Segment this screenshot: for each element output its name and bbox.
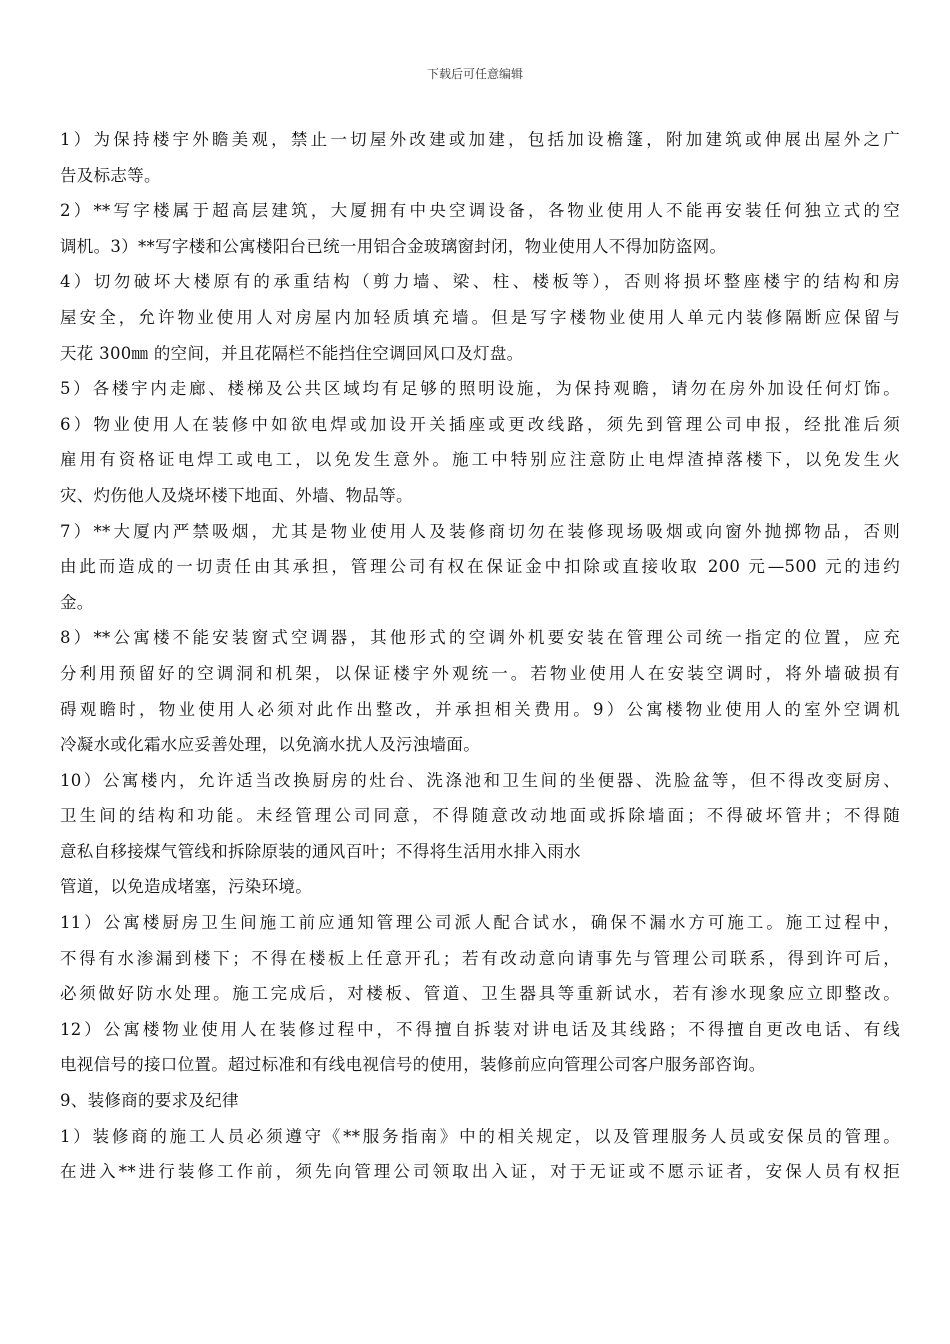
text-line: 在进入**进行装修工作前，须先向管理公司领取出入证，对于无证或不愿示证者，安保人员有权拒 xyxy=(60,1162,900,1182)
document-body xyxy=(60,122,900,1190)
text-line: 2）**写字楼属于超高层建筑，大厦拥有中央空调设备，各物业使用人不能再安装任何独立式的空 xyxy=(60,201,900,221)
text-line: 由此而造成的一切责任由其承担，管理公司有权在保证金中扣除或直接收取 200 元—500 元的违约 xyxy=(60,557,900,577)
text-line: 1）装修商的施工人员必须遵守《**服务指南》中的相关规定，以及管理服务人员或安保员的管理。 xyxy=(60,1126,900,1146)
text-line: 灾、灼伤他人及烧坏楼下地面、外墙、物品等。 xyxy=(60,485,413,505)
text-line: 9、装修商的要求及纪律 xyxy=(60,1091,239,1111)
text-line: 雇用有资格证电焊工或电工，以免发生意外。施工中特别应注意防止电焊渣掉落楼下，以免发生火 xyxy=(60,450,900,470)
text-line: 冷凝水或化霜水应妥善处理，以免滴水扰人及污浊墙面。 xyxy=(60,735,480,755)
text-line: 分利用预留好的空调洞和机架，以保证楼宇外观统一。若物业使用人在安装空调时，将外墙破损有 xyxy=(60,663,900,683)
text-line: 屋安全，允许物业使用人对房屋内加轻质填充墙。但是写字楼物业使用人单元内装修隔断应保留与 xyxy=(60,307,900,327)
text-line: 7）**大厦内严禁吸烟，尤其是物业使用人及装修商切勿在装修现场吸烟或向窗外抛掷物品，否则 xyxy=(60,521,900,541)
page-header: 下载后可任意编辑 xyxy=(426,67,523,81)
text-line: 1）为保持楼宇外瞻美观，禁止一切屋外改建或加建，包括加设檐篷，附加建筑或伸展出屋外之广 xyxy=(60,130,900,149)
text-line: 4）切勿破坏大楼原有的承重结构（剪力墙、梁、柱、楼板等），否则将损坏整座楼宇的结构和房 xyxy=(60,272,900,292)
text-line: 必须做好防水处理。施工完成后，对楼板、管道、卫生器具等重新试水，若有渗水现象应立即整改。 xyxy=(60,984,900,1004)
text-line: 卫生间的结构和功能。未经管理公司同意，不得随意改动地面或拆除墙面；不得破坏管井；不得随 xyxy=(60,806,900,826)
text-line: 10）公寓楼内，允许适当改换厨房的灶台、洗涤池和卫生间的坐便器、洗脸盆等，但不得改变厨房、 xyxy=(60,770,900,790)
text-line: 告及标志等。 xyxy=(60,165,161,185)
text-line: 调机。3）**写字楼和公寓楼阳台已统一用铝合金玻璃窗封闭，物业使用人不得加防盗网。 xyxy=(60,236,727,256)
text-line: 电视信号的接口位置。超过标准和有线电视信号的使用，装修前应向管理公司客户服务部咨询。 xyxy=(60,1055,766,1075)
text-line: 意私自移接煤气管线和拆除原装的通风百叶；不得将生活用水排入雨水 xyxy=(60,841,581,861)
text-line: 金。 xyxy=(60,592,94,612)
text-line: 8）**公寓楼不能安装窗式空调器，其他形式的空调外机要安装在管理公司统一指定的位置，应充 xyxy=(60,628,900,648)
text-line: 天花 300㎜ 的空间，并且花隔栏不能挡住空调回风口及灯盘。 xyxy=(60,343,524,363)
text-line: 5）各楼宇内走廊、楼梯及公共区域均有足够的照明设施，为保持观瞻，请勿在房外加设任何灯饰。 xyxy=(60,379,900,399)
text-line: 碍观瞻时，物业使用人必须对此作出整改，并承担相关费用。9）公寓楼物业使用人的室外空调机 xyxy=(60,699,900,719)
text-line: 12）公寓楼物业使用人在装修过程中，不得擅自拆装对讲电话及其线路；不得擅自更改电话、有线 xyxy=(60,1019,900,1039)
text-line: 管道，以免造成堵塞，污染环境。 xyxy=(60,877,312,897)
text-line: 不得有水渗漏到楼下；不得在楼板上任意开孔；若有改动意向请事先与管理公司联系，得到许可后， xyxy=(60,948,900,968)
text-line: 6）物业使用人在装修中如欲电焊或加设开关插座或更改线路，须先到管理公司申报，经批准后须 xyxy=(60,414,900,434)
text-line: 11）公寓楼厨房卫生间施工前应通知管理公司派人配合试水，确保不漏水方可施工。施工过程中， xyxy=(60,913,900,933)
